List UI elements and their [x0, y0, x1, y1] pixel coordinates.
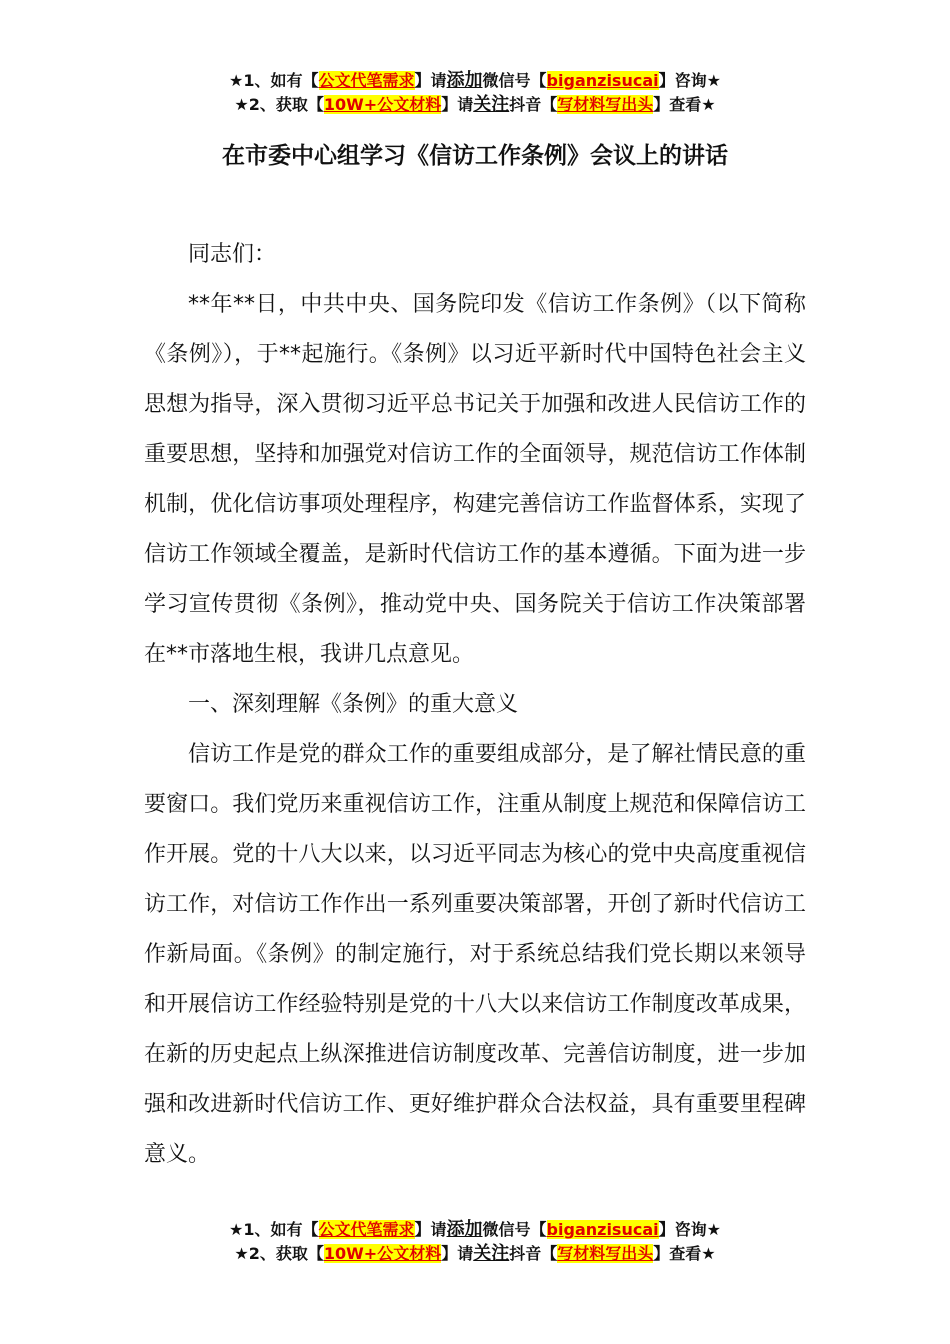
text: 】请 [414, 1220, 447, 1239]
highlight: 10W+公文材料 [323, 95, 442, 114]
text: 】请 [441, 1244, 474, 1263]
text: 】咨询★ [658, 1220, 721, 1239]
text: 微信号【 [482, 71, 547, 90]
highlight: 公文代笔需求 [318, 1220, 415, 1239]
text: ★2、获取【 [234, 1244, 324, 1263]
section-heading: 一、深刻理解《条例》的重大意义 [188, 692, 519, 717]
text: 】请 [441, 95, 474, 114]
emphasis: 关注 [473, 94, 510, 115]
text: ★1、如有【 [229, 1220, 319, 1239]
text: 抖音【 [509, 95, 558, 114]
text: ★2、获取【 [234, 95, 324, 114]
document-body [144, 230, 806, 1180]
promo-line-1 [0, 1218, 950, 1242]
text: 微信号【 [482, 1220, 547, 1239]
document-title: 在市委中心组学习《信访工作条例》会议上的讲话 [222, 143, 728, 169]
paragraph: **年**日，中共中央、国务院印发《信访工作条例》（以下简称《条例》），于**起施行。《条例》以习近平新时代中国特色社会主义思想为指导，深入贯彻习近平总书记关于加强和改进人民信访工作的重要思想，坚持和加强党对信访工作的全面领导，规范信访工作体制机制，优化信访事项处理程序，构建完善信访工作监督体系，实现了信访工作领域全覆盖，是新时代信访工作的基本遵循。下面为进一步学习宣传贯彻《条例》，推动党中央、国务院关于信访工作决策部署在**市落地生根，我讲几点意见。 [144, 292, 806, 667]
text: 】查看★ [653, 1244, 716, 1263]
promo-line-2 [0, 1242, 950, 1266]
highlight: biganzisucai [546, 1220, 659, 1239]
promo-line-2 [0, 93, 950, 117]
text: 抖音【 [509, 1244, 558, 1263]
emphasis: 添加 [446, 70, 483, 91]
top-promo-banner [0, 69, 950, 117]
highlight: biganzisucai [546, 71, 659, 90]
paragraph: 信访工作是党的群众工作的重要组成部分，是了解社情民意的重要窗口。我们党历来重视信访工作，注重从制度上规范和保障信访工作开展。党的十八大以来，以习近平同志为核心的党中央高度重视信访工作，对信访工作作出一系列重要决策部署，开创了新时代信访工作新局面。《条例》的制定施行，对于系统总结我们党长期以来领导和开展信访工作经验特别是党的十八大以来信访工作制度改革成果，在新的历史起点上纵深推进信访制度改革、完善信访制度，进一步加强和改进新时代信访工作、更好维护群众合法权益，具有重要里程碑意义。 [144, 742, 806, 1167]
highlight: 公文代笔需求 [318, 71, 415, 90]
emphasis: 添加 [446, 1219, 483, 1240]
promo-line-1 [0, 69, 950, 93]
text: 】请 [414, 71, 447, 90]
highlight: 写材料写出头 [557, 95, 654, 114]
bottom-promo-banner [0, 1218, 950, 1266]
text: 】咨询★ [658, 71, 721, 90]
emphasis: 关注 [473, 1243, 510, 1264]
salutation: 同志们： [188, 242, 277, 267]
text: ★1、如有【 [229, 71, 319, 90]
text: 】查看★ [653, 95, 716, 114]
highlight: 10W+公文材料 [323, 1244, 442, 1263]
highlight: 写材料写出头 [557, 1244, 654, 1263]
